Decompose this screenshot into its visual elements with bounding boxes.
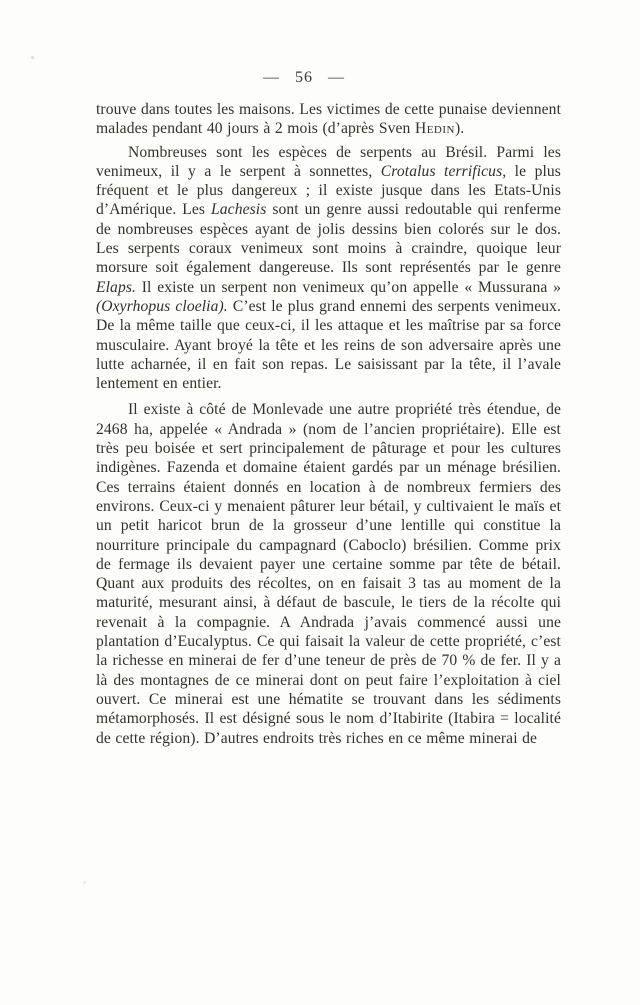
text-run: Il existe un serpent non venimeux qu’on appelle « Mussurana » <box>136 278 561 296</box>
text-run: Lachesis <box>211 201 267 219</box>
text-run: Il existe à côté de Monlevade une autre propriété très étendue, de 2468 ha, appelée « Andrada » (nom de l’ancien propriétaire). Elle est très peu boisée et sert principalement de pâturage et pour les cultures indigènes. Fazenda et domaine étaient gardés par un ménage brésilien. Ces terrains étaient donnés en location à de nombreux fermiers des environs. Ceux-ci y menaient pâturer leur bétail, y cultivaient le maïs et un petit haricot brun de la grosseur d’une lentille qui constitue la nourriture principale du campagnard (Caboclo) brésilien. Comme prix de fermage ils devaient payer une certaine somme par tête de bétail. Quant aux produits des récoltes, on en faisait 3 tas au moment de la maturité, mesurant ainsi, à défaut de bascule, le tiers de la récolte qui revenait à la compagnie. A Andrada j’avais commencé aussi une plantation d’Eucalyptus. Ce qui faisait la valeur de cette propriété, c’est la richesse en minerai de fer d’une teneur de près de 70 % de fer. Il y a là des montagnes de ce minerai dont on peut faire l’exploitation à ciel ouvert. Ce minerai est une hématite se trouvant dans les sédiments métamorphosés. Il est désigné sous le nom d’Itabirite (Itabira = localité de cette région). D’autres endroits très riches en ce même minerai de <box>96 401 561 747</box>
text-run: trouve dans toutes les maisons. Les victimes de cette punaise deviennent malades pendant 40 jours à 2 mois (d’après Sven <box>96 101 561 138</box>
text-run: Elaps. <box>96 278 137 296</box>
scan-speck <box>31 56 34 59</box>
text-run: sont un genre aussi redoutable qui renferme de nombreuses espèces ayant de jolis dessins bien colorés sur le dos. Les serpents coraux venimeux sont moins à craindre, quoique leur morsure soit également dangereuse. Ils sont représentés par le genre <box>96 201 561 277</box>
text-run: le plus fréquent et le plus dangereux ; il existe jusque dans les Etats-Unis d’Amérique. Les <box>96 162 561 219</box>
text-run: (Oxyrhopus cloelia). <box>96 297 228 315</box>
text-run: Crotalus terrificus, <box>380 162 507 180</box>
text-run: C’est le plus grand ennemi des serpents venimeux. De la même taille que ceux-ci, il les attaque et les maîtrise par sa force musculaire. Ayant broyé la tête et les reins de son adversaire après une lutte acharnée, il en fait son repas. Le saisissant par la tête, il l’avale lentement en entier. <box>96 297 562 393</box>
paragraph <box>96 400 561 747</box>
text-run: Hedin <box>414 120 455 138</box>
scan-speck <box>83 881 86 884</box>
page-number: — 56 — <box>263 69 345 86</box>
text-run: ). <box>454 120 465 138</box>
text-run: Nombreuses sont les espèces de serpents au Brésil. Parmi les venimeux, il y a le serpent à sonnettes, <box>96 143 561 180</box>
paragraph <box>96 100 561 139</box>
paragraph <box>96 143 561 394</box>
text-block <box>96 100 561 748</box>
